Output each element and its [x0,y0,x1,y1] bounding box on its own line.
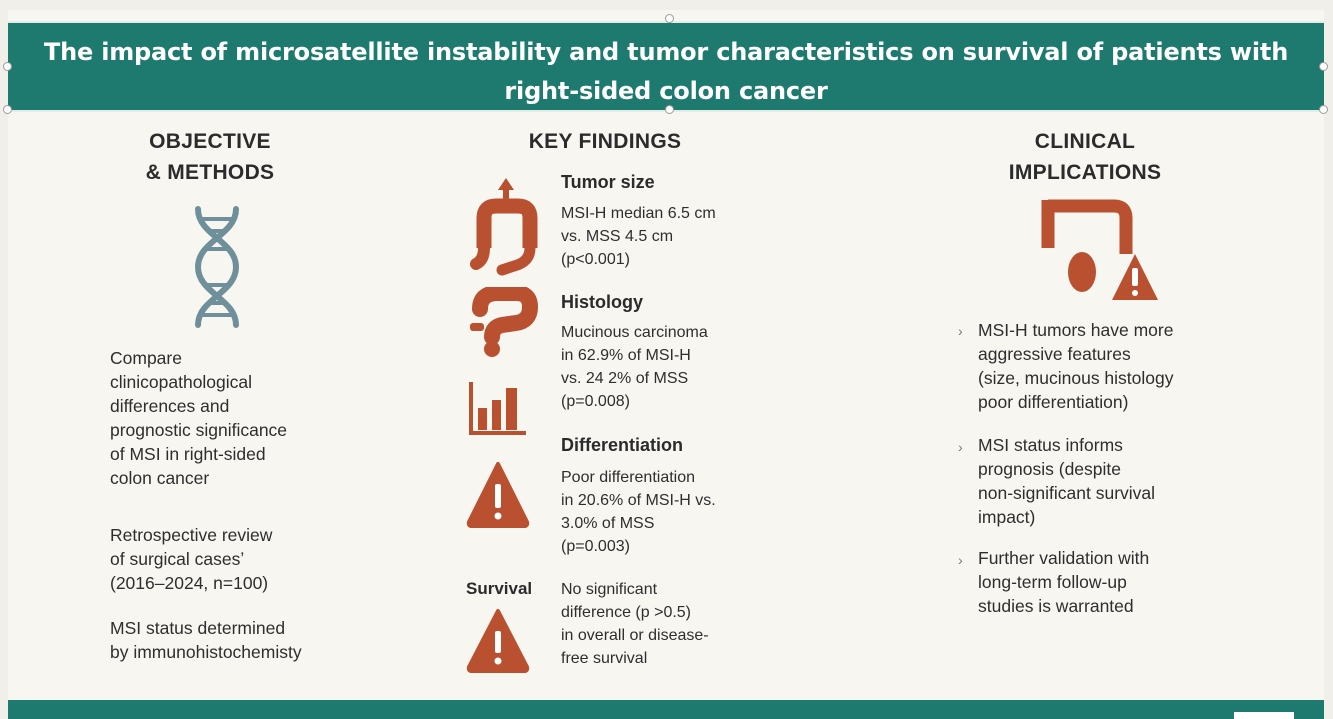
resize-handle[interactable] [1319,105,1328,114]
colon-segment-icon [466,287,546,365]
finding-head-survival: Survival [466,579,533,598]
footer-tab [1234,712,1294,719]
title-banner [8,21,1324,112]
title-line-1: The impact of microsatellite instability and tumor characteristics on survival of patients with [43,38,1289,66]
msi-method-text: MSI status determined by immunohistochemisty [110,618,302,662]
finding-body-tumor-size: MSI-H median 6.5 cm vs. MSS 4.5 cm (p<0.001) [561,205,716,268]
finding-head-differentiation: Differentiation [561,435,684,455]
resize-handle[interactable] [1319,62,1328,71]
resize-handle[interactable] [665,14,674,23]
finding-body-survival: No significant difference (p >0.5) in overall or disease- free survival [561,581,709,667]
finding-head-histology: Histology [561,292,644,312]
resize-handle[interactable] [3,62,12,71]
chevron-right-icon: › [958,552,963,568]
footer-banner [8,700,1324,719]
chevron-right-icon: › [958,439,963,455]
finding-head-tumor-size: Tumor size [561,172,655,192]
colon-arrow-icon [462,178,550,278]
implication-3: Further validation with long-term follow-up studies is warranted [978,548,1150,616]
key-findings-heading: KEY FINDINGS [528,130,682,153]
methods-text: Retrospective review of surgical casesʼ (2016–2024, n=100) [110,525,273,593]
page-title [8,33,1324,111]
implication-1: MSI-H tumors have more aggressive features (size, mucinous histology poor differentiation) [978,320,1174,412]
finding-body-histology: Mucinous carcinoma in 62.9% of MSI-H vs. 24 2% of MSS (p=0.008) [561,324,708,410]
objective-text: Compare clinicopathological differences and prognostic significance of MSI in right-sided colon cancer [110,348,288,488]
resize-handle[interactable] [665,105,674,114]
bar-chart-icon [468,378,528,436]
colon-warning-icon [1034,196,1158,306]
clinical-implications-heading: CLINICAL IMPLICATIONS [1008,130,1162,184]
warning-icon [466,607,530,673]
finding-body-differentiation: Poor differentiation in 20.6% of MSI-H vs. 3.0% of MSS (p=0.003) [561,469,716,555]
resize-handle[interactable] [3,105,12,114]
implication-2: MSI status informs prognosis (despite non-significant survival impact) [978,435,1156,527]
title-line-2: right-sided colon cancer [504,77,828,105]
objective-heading: OBJECTIVE & METHODS [145,130,275,184]
chevron-right-icon: › [958,323,963,339]
dna-icon [190,205,244,329]
warning-icon [466,460,530,528]
